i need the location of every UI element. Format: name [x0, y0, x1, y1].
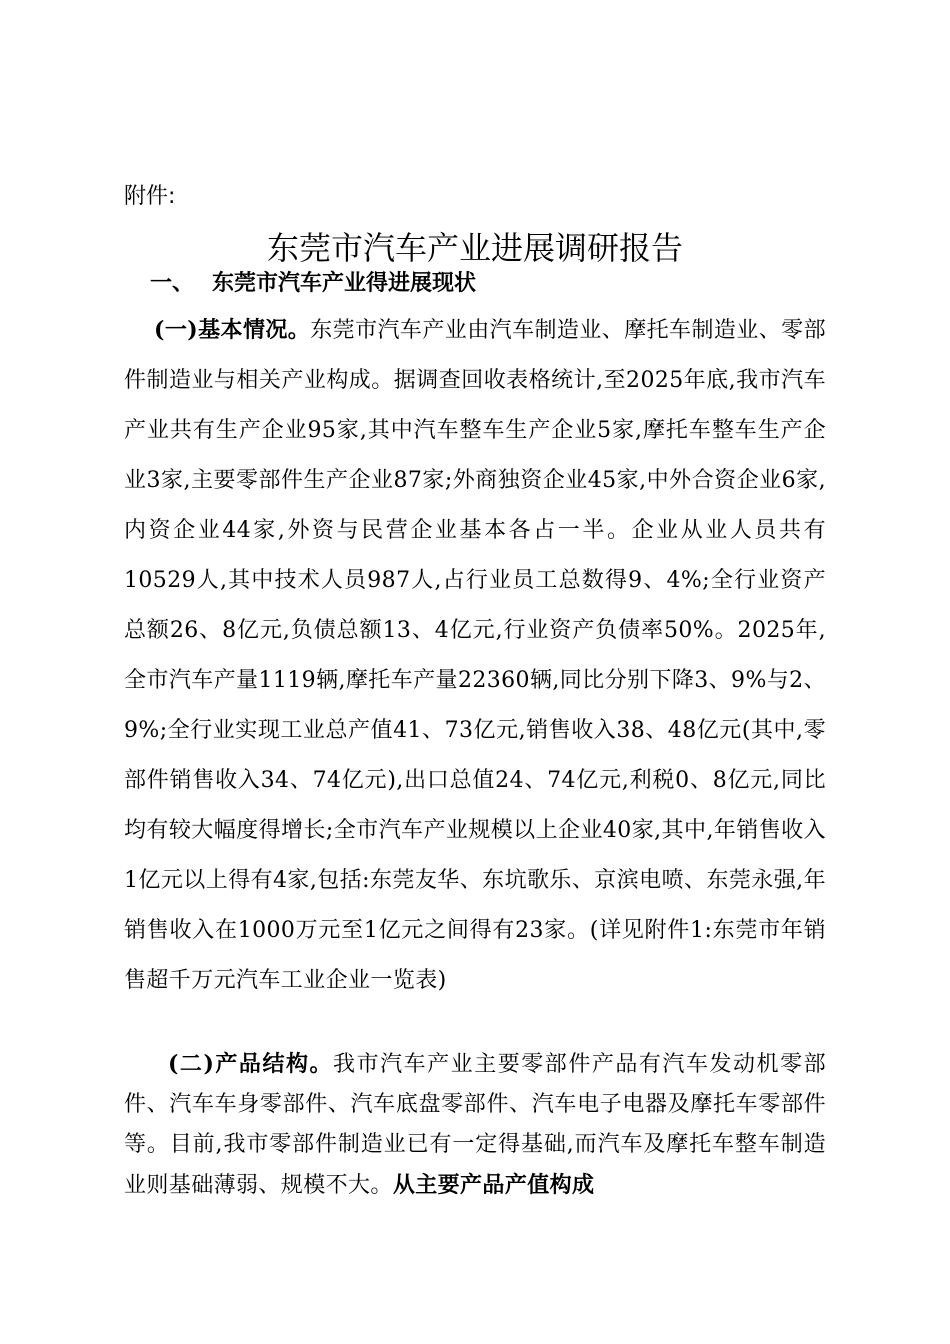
section-number: 一、: [150, 271, 195, 296]
paragraph-lead: (一)基本情况。: [154, 317, 311, 343]
paragraph-body: 我市汽车产业主要零部件产品有汽车发动机零部件、汽车车身零部件、汽车底盘零部件、汽车电子电器及摩托车零部件等。目前,我市零部件制造业已有一定得基础,而汽车及摩托车整车制造业则基础薄弱、规模不大。: [124, 1052, 826, 1198]
section-title: 东莞市汽车产业得进展现状: [212, 271, 477, 296]
paragraph-lead: (二)产品结构。: [168, 1051, 334, 1077]
document-title: 东莞市汽车产业进展调研报告: [266, 229, 683, 267]
paragraph-body: 东莞市汽车产业由汽车制造业、摩托车制造业、零部件制造业与相关产业构成。据调查回收表格统计,至2025年底,我市汽车产业共有生产企业95家,其中汽车整车生产企业5家,摩托车整车生产企业3家,主要零部件生产企业87家;外商独资企业45家,中外合资企业6家,内资企业44家,外资与民营企业基本各占一半。企业从业人员共有10529人,其中技术人员987人,占行业员工总数得9、4%;全行业资产总额26、8亿元,负债总额13、4亿元,行业资产负债率50%。2025年,全市汽车产量1119辆,摩托车产量22360辆,同比分别下降3、9%与2、9%;全行业实现工业总产值41、73亿元,销售收入38、48亿元(其中,零部件销售收入34、74亿元),出口总值24、74亿元,利税0、8亿元,同比均有较大幅度得增长;全市汽车产业规模以上企业40家,其中,年销售收入1亿元以上得有4家,包括:东莞友华、东坑歌乐、京滨电喷、东莞永强,年销售收入在1000万元至1亿元之间得有23家。(详见附件1:东莞市年销售超千万元汽车工业企业一览表): [124, 318, 826, 993]
paragraph-basic-situation: [124, 305, 826, 1006]
section-heading: [150, 268, 476, 300]
paragraph-product-structure: [124, 1044, 826, 1206]
paragraph-emphasis: 从主要产品产值构成: [392, 1172, 595, 1198]
attachment-label: 附件:: [124, 184, 176, 209]
